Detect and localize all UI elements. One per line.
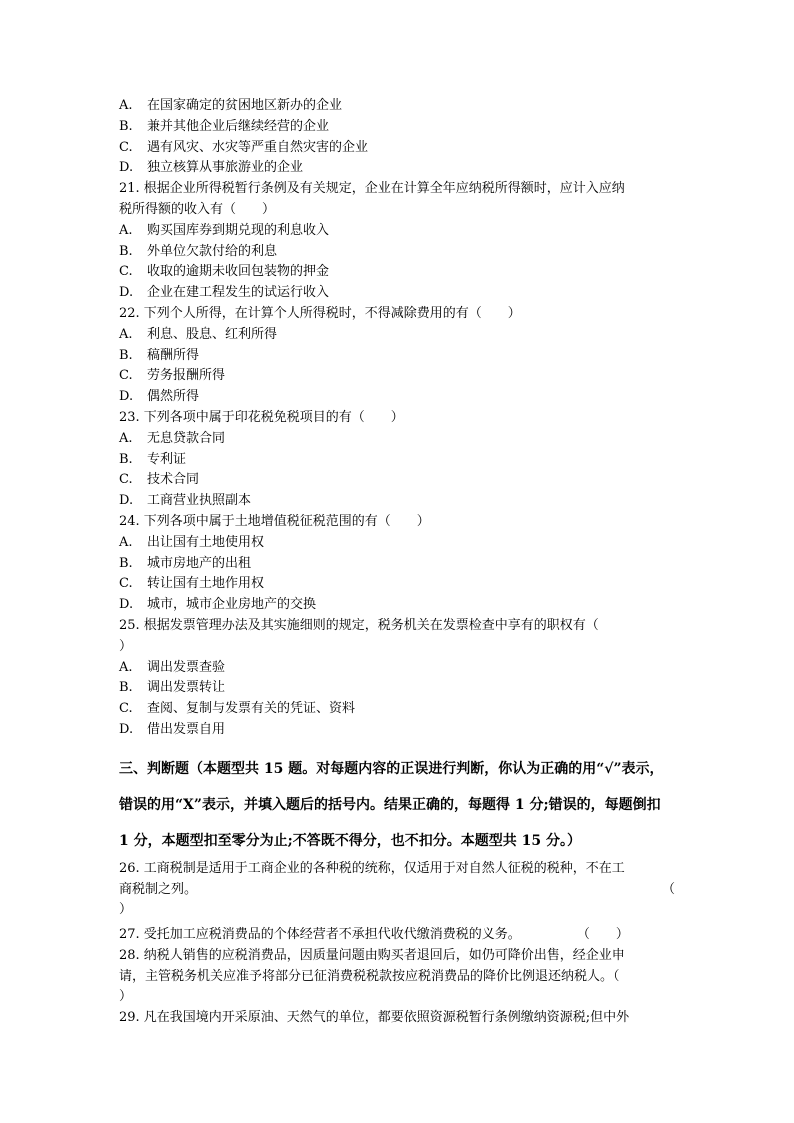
option-a: A. 出让国有土地使用权 — [119, 534, 265, 550]
option-a: A. 购买国库券到期兑现的利息收入 — [119, 222, 330, 238]
question-24 — [119, 512, 675, 616]
question-text-cont: 税所得额的收入有（ ） — [119, 201, 276, 217]
option-b: B. 外单位欠款付给的利息 — [119, 243, 278, 259]
document-page — [119, 96, 675, 1029]
option-b: B. 兼并其他企业后继续经营的企业 — [119, 118, 330, 134]
question-text-cont: ） — [119, 638, 133, 654]
question-29 — [119, 1008, 675, 1029]
question-23 — [119, 408, 675, 512]
answer-paren-close: ） — [119, 989, 133, 1005]
option-d: D. 偶然所得 — [119, 389, 200, 405]
answer-paren-close: ） — [119, 902, 133, 918]
option-d: D. 城市，城市企业房地产的交换 — [119, 597, 317, 613]
section-heading-line: 1 分，本题型扣至零分为止;不答既不得分，也不扣分。本题型共 15 分。） — [119, 832, 582, 849]
question-26 — [119, 859, 675, 921]
question-text: 21. 根据企业所得税暂行条例及有关规定，企业在计算全年应纳税所得额时，应计入应纳 — [119, 181, 625, 197]
option-a: A. 无息贷款合同 — [119, 430, 226, 446]
option-a: A. 在国家确定的贫困地区新办的企业 — [119, 98, 343, 113]
option-a: A. 调出发票查验 — [119, 659, 226, 675]
option-c: C. 收取的逾期未收回包装物的押金 — [119, 264, 330, 280]
option-d: D. 企业在建工程发生的试运行收入 — [119, 285, 330, 301]
option-c: C. 遇有风灾、水灾等严重自然灾害的企业 — [119, 139, 369, 155]
option-c: C. 技术合同 — [119, 472, 200, 488]
question-28 — [119, 946, 675, 1008]
answer-paren: （ ） — [576, 927, 629, 943]
question-text: 29. 凡在我国境内开采原油、天然气的单位，都要依照资源税暂行条例缴纳资源税;但中外 — [119, 1010, 630, 1026]
question-27 — [119, 925, 675, 946]
question-text-cont: 请，主管税务机关应准予将部分已征消费税税款按应税消费品的降价比例退还纳税人。（ — [119, 968, 620, 984]
question-text: 22. 下列个人所得，在计算个人所得税时，不得减除费用的有（ ） — [119, 305, 521, 321]
option-b: B. 稿酬所得 — [119, 347, 200, 363]
question-text: 23. 下列各项中属于印花税免税项目的有（ ） — [119, 409, 404, 425]
question-text: 26. 工商税制是适用于工商企业的各种税的统称，仅适用于对自然人征税的税种，不在工 — [119, 860, 625, 876]
option-b: B. 城市房地产的出租 — [119, 555, 252, 571]
answer-paren-open: （ — [661, 881, 675, 897]
section-heading-line: 错误的用“X”表示，并填入题后的括号内。结果正确的，每题得 1 分;错误的，每题倒扣 — [119, 796, 661, 813]
option-c: C. 查阅、复制与发票有关的凭证、资料 — [119, 701, 356, 717]
question-text-cont: 商税制之列。 （ — [119, 880, 675, 901]
option-c: C. 转让国有土地作用权 — [119, 576, 265, 592]
question-text: 28. 纳税人销售的应税消费品，因质量问题由购买者退回后，如仍可降价出售，经企业申 — [119, 947, 625, 963]
option-b: B. 专利证 — [119, 451, 187, 467]
option-a: A. 利息、股息、红利所得 — [119, 326, 278, 342]
option-c: C. 劳务报酬所得 — [119, 368, 226, 384]
question-21 — [119, 179, 675, 304]
option-d: D. 借出发票自用 — [119, 721, 226, 737]
question-text: 25. 根据发票管理办法及其实施细则的规定，税务机关在发票检查中享有的职权有（ — [119, 617, 599, 633]
option-d: D. 工商营业执照副本 — [119, 493, 252, 509]
section-3-heading — [119, 751, 675, 859]
question-text: 27. 受托加工应税消费品的个体经营者不承担代收代缴消费税的义务。 — [119, 927, 521, 943]
question-22 — [119, 304, 675, 408]
question-text: 24. 下列各项中属于土地增值税征税范围的有（ ） — [119, 513, 430, 529]
section-heading-line: 三、判断题（本题型共 15 题。对每题内容的正误进行判断，你认为正确的用“√”表示， — [119, 760, 664, 777]
option-d: D. 独立核算从事旅游业的企业 — [119, 160, 304, 176]
option-b: B. 调出发票转让 — [119, 680, 226, 696]
q20-options — [119, 96, 675, 179]
question-25 — [119, 616, 675, 741]
